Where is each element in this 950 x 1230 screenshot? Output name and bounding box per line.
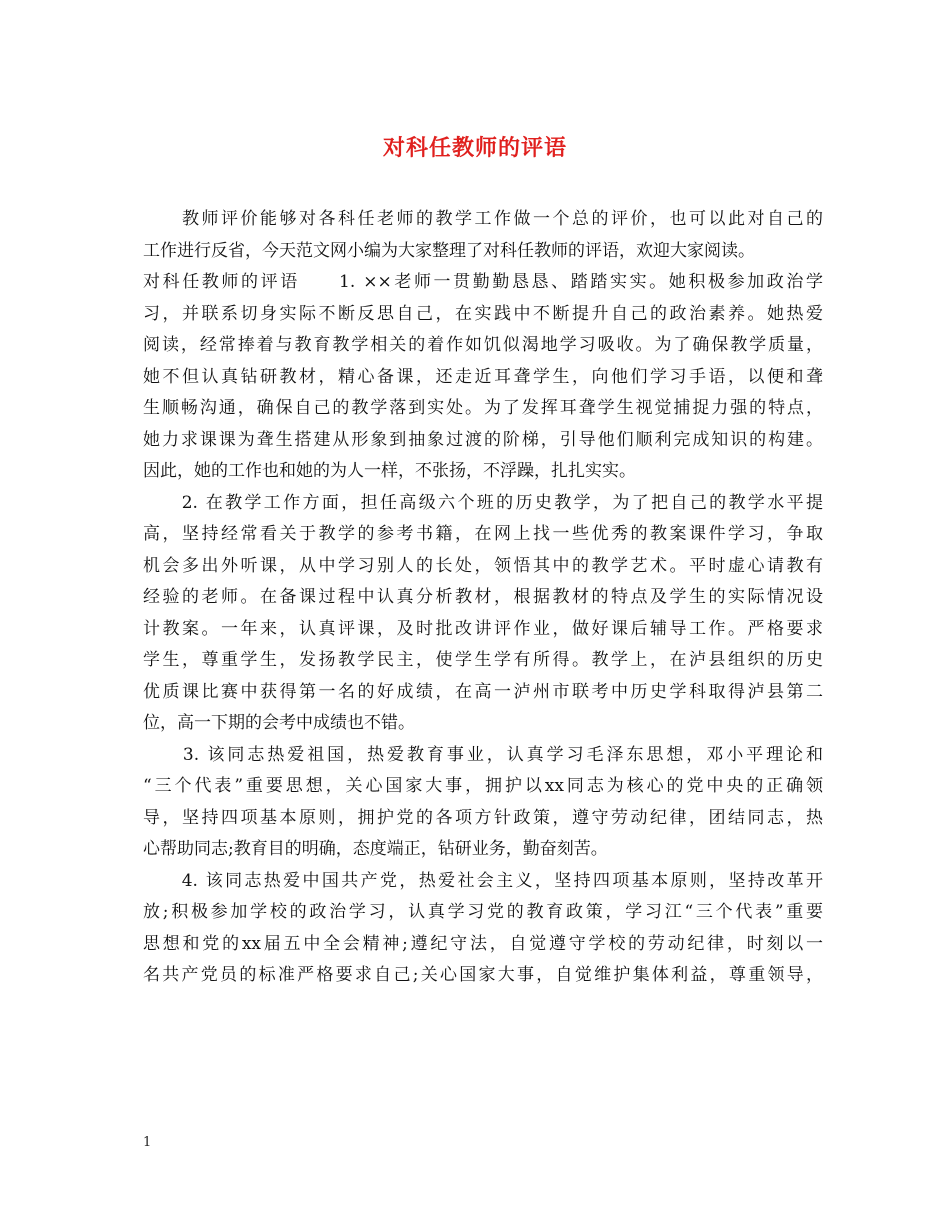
- text-line: 生顺畅沟通，确保自己的教学落到实处。为了发挥耳聋学生视觉捕捉力强的特点，: [143, 398, 823, 418]
- text-line: 教师评价能够对各科任老师的教学工作做一个总的评价，也可以此对自己的: [143, 209, 823, 229]
- text-line: 4. 该同志热爱中国共产党，热爱社会主义，坚持四项基本原则，坚持改革开: [143, 870, 823, 891]
- page-number: 1: [143, 1135, 152, 1150]
- text-line: 她力求课课为聋生搭建从形象到抽象过渡的阶梯，引导他们顺利完成知识的构建。: [143, 429, 823, 450]
- text-line: 对科任教师的评语 1. ××老师一贯勤勤恳恳、踏踏实实。她积极参加政治学: [143, 272, 823, 292]
- text-line: 经验的老师。在备课过程中认真分析教材，根据教材的特点及学生的实际情况设: [143, 587, 823, 607]
- text-line: 因此，她的工作也和她的为人一样，不张扬，不浮躁，扎扎实实。: [143, 461, 636, 481]
- paragraph-4: [143, 866, 823, 992]
- text-line: 高，坚持经常看关于教学的参考书籍，在网上找一些优秀的教案课件学习，争取: [143, 524, 823, 544]
- text-line: 3. 该同志热爱祖国，热爱教育事业，认真学习毛泽东思想，邓小平理论和: [143, 744, 823, 765]
- text-line: 工作进行反省，今天范文网小编为大家整理了对科任教师的评语，欢迎大家阅读。: [143, 240, 755, 261]
- document-body: [143, 204, 823, 992]
- text-line: “三个代表”重要思想，关心国家大事，拥护以xx同志为核心的党中央的正确领: [143, 776, 823, 796]
- text-line: 位，高一下期的会考中成绩也不错。: [143, 713, 415, 733]
- text-line: 优质课比赛中获得第一名的好成绩，在高一泸州市联考中历史学科取得泸县第二: [143, 681, 823, 702]
- text-line: 导，坚持四项基本原则，拥护党的各项方针政策，遵守劳动纪律，团结同志，热: [143, 807, 823, 828]
- document-title: 对科任教师的评语: [382, 135, 567, 161]
- text-line: 放;积极参加学校的政治学习，认真学习党的教育政策，学习江“三个代表”重要: [143, 902, 823, 922]
- text-line: 计教案。一年来，认真评课，及时批改讲评作业，做好课后辅导工作。严格要求: [143, 618, 823, 639]
- text-line: 阅读，经常捧着与教育教学相关的着作如饥似渴地学习吸收。为了确保教学质量，: [143, 335, 823, 355]
- text-line: 学生，尊重学生，发扬教学民主，使学生学有所得。教学上，在泸县组织的历史: [143, 650, 823, 670]
- paragraph-intro: [143, 204, 823, 267]
- text-line: 心帮助同志;教育目的明确，态度端正，钻研业务，勤奋刻苦。: [143, 839, 608, 859]
- text-line: 习，并联系切身实际不断反思自己，在实践中不断提升自己的政治素养。她热爱: [143, 303, 823, 324]
- paragraph-2: [143, 488, 823, 740]
- paragraph-3: [143, 740, 823, 866]
- text-line: 思想和党的xx届五中全会精神;遵纪守法，自觉遵守学校的劳动纪律，时刻以一: [143, 933, 823, 954]
- text-line: 机会多出外听课，从中学习别人的长处，领悟其中的教学艺术。平时虚心请教有: [143, 555, 823, 576]
- paragraph-1: [143, 267, 823, 488]
- text-line: 名共产党员的标准严格要求自己;关心国家大事，自觉维护集体利益，尊重领导，: [143, 965, 823, 985]
- text-line: 她不但认真钻研教材，精心备课，还走近耳聋学生，向他们学习手语，以便和聋: [143, 366, 823, 387]
- text-line: 2. 在教学工作方面，担任高级六个班的历史教学，为了把自己的教学水平提: [143, 492, 823, 513]
